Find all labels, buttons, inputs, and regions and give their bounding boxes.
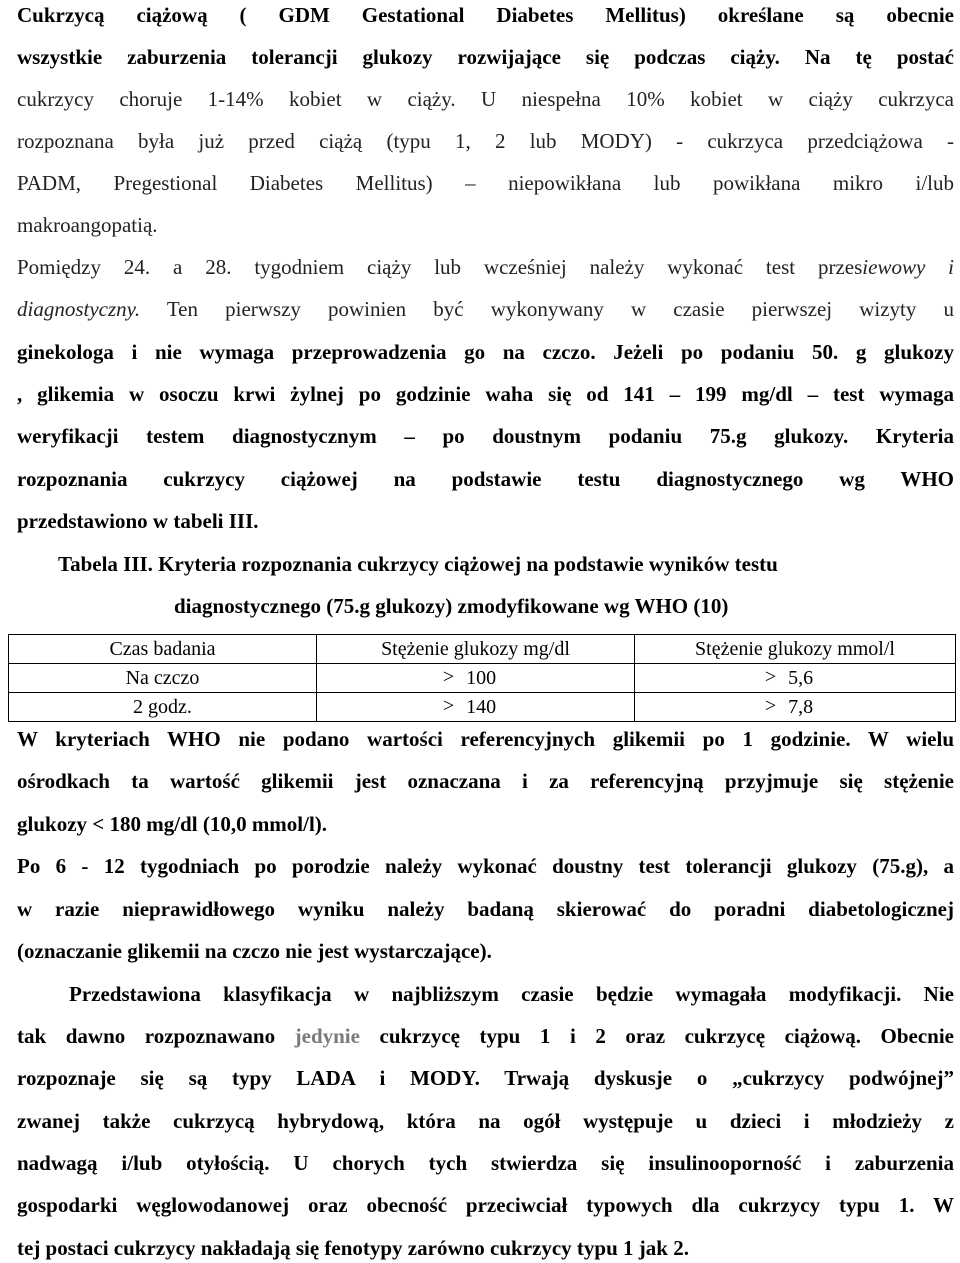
table-cell-mmol: > 7,8 [635, 693, 956, 722]
paragraph5-line-6: gospodarki węglowodanowej oraz obecność przeciwciał typowych dla cukrzycy typu 1. W [17, 1193, 954, 1217]
paragraph3-line-3: glukozy < 180 mg/dl (10,0 mmol/l). [17, 812, 328, 836]
paragraph2-line-4: , glikemia w osoczu krwi żylnej po godzinie waha się od 141 – 199 mg/dl – test wymaga [17, 382, 954, 406]
table-cell-mgdl: > 140 [317, 693, 635, 722]
table-header-row [9, 635, 956, 664]
paragraph2-line-1 [17, 254, 954, 280]
table-caption-line-1: Tabela III. Kryteria rozpoznania cukrzycy ciążowej na podstawie wyników testu [58, 552, 778, 576]
paragraph1-line-1: Cukrzycą ciążową ( GDM Gestational Diabetes Mellitus) określane są obecnie [17, 3, 954, 27]
table-header-cell: Czas badania [9, 635, 317, 664]
paragraph4-line-1: Po 6 - 12 tygodniach po porodzie należy wykonać doustny test tolerancji glukozy (75.g), a [17, 854, 954, 878]
paragraph5-line-4: zwanej także cukrzycą hybrydową, która na ogół występuje u dzieci i młodzieży z [17, 1109, 954, 1133]
table-value-mmol: 5,6 [788, 666, 814, 689]
paragraph2-line-1-italic: iewowy i [862, 255, 954, 279]
paragraph2-line-2 [17, 296, 954, 322]
paragraph2-line-7: przedstawiono w tabeli III. [17, 509, 259, 533]
paragraph5-line-2-gray-word: jedynie [294, 1024, 360, 1048]
table-cell-mmol: > 5,6 [635, 664, 956, 693]
paragraph1-line-3: cukrzycy choruje 1-14% kobiet w ciąży. U niespełna 10% kobiet w ciąży cukrzyca [17, 87, 954, 111]
paragraph5-line-3: rozpoznaje się są typy LADA i MODY. Trwają dyskusje o „cukrzycy podwójnej” [17, 1066, 954, 1090]
paragraph4-line-3: (oznaczanie glikemii na czczo nie jest wystarczające). [17, 939, 492, 963]
paragraph3-line-2: ośrodkach ta wartość glikemii jest oznaczana i za referencyjną przyjmuje się stężenie [17, 769, 954, 793]
paragraph2-line-2-italic: diagnostyczny. [17, 297, 141, 321]
paragraph1-line-6: makroangopatią. [17, 213, 158, 237]
table-cell-mgdl: > 100 [317, 664, 635, 693]
table-header-cell: Stężenie glukozy mg/dl [317, 635, 635, 664]
paragraph5-line-2 [17, 1023, 954, 1049]
table-row [9, 693, 956, 722]
paragraph5-line-7: tej postaci cukrzycy nakładają się fenotypy zarówno cukrzycy typu 1 jak 2. [17, 1236, 689, 1260]
paragraph1-line-2: wszystkie zaburzenia tolerancji glukozy rozwijające się podczas ciąży. Na tę postać [17, 45, 954, 69]
criteria-table [8, 634, 956, 722]
paragraph2-line-6: rozpoznania cukrzycy ciążowej na podstawie testu diagnostycznego wg WHO [17, 467, 954, 491]
paragraph2-line-1-text: Pomiędzy 24. a 28. tygodniem ciąży lub wcześniej należy wykonać test przes [17, 255, 863, 279]
paragraph2-line-3: ginekologa i nie wymaga przeprowadzenia go na czczo. Jeżeli po podaniu 50. g glukozy [17, 340, 954, 364]
paragraph3-line-1: W kryteriach WHO nie podano wartości referencyjnych glikemii po 1 godzinie. W wielu [17, 727, 954, 751]
paragraph2-line-2-text: Ten pierwszy powinien być wykonywany w czasie pierwszej wizyty u [166, 297, 954, 321]
paragraph4-line-2: w razie nieprawidłowego wyniku należy badaną skierować do poradni diabetologicznej [17, 897, 954, 921]
paragraph5-line-1: Przedstawiona klasyfikacja w najbliższym czasie będzie wymagała modyfikacji. Nie [69, 982, 954, 1006]
table-cell-time: Na czczo [9, 664, 317, 693]
table-value-mmol: 7,8 [788, 695, 814, 718]
table-row [9, 664, 956, 693]
paragraph1-line-4: rozpoznana była już przed ciążą (typu 1, 2 lub MODY) - cukrzyca przedciążowa - [17, 129, 954, 153]
table-value-mgdl: 100 [466, 666, 497, 689]
paragraph5-line-2-text-b: cukrzycę typu 1 i 2 oraz cukrzycę ciążową. Obecnie [379, 1024, 954, 1048]
table-caption-line-2: diagnostycznego (75.g glukozy) zmodyfikowane wg WHO (10) [174, 594, 729, 618]
paragraph5-line-5: nadwagą i/lub otyłością. U chorych tych stwierdza się insulinooporność i zaburzenia [17, 1151, 954, 1175]
paragraph1-line-5: PADM, Pregestional Diabetes Mellitus) – niepowikłana lub powikłana mikro i/lub [17, 171, 954, 195]
paragraph5-line-2-text-a: tak dawno rozpoznawano [17, 1024, 276, 1048]
table-header-cell: Stężenie glukozy mmol/l [635, 635, 956, 664]
paragraph2-line-5: weryfikacji testem diagnostycznym – po doustnym podaniu 75.g glukozy. Kryteria [17, 424, 954, 448]
table-cell-time: 2 godz. [9, 693, 317, 722]
table-value-mgdl: 140 [466, 695, 497, 718]
